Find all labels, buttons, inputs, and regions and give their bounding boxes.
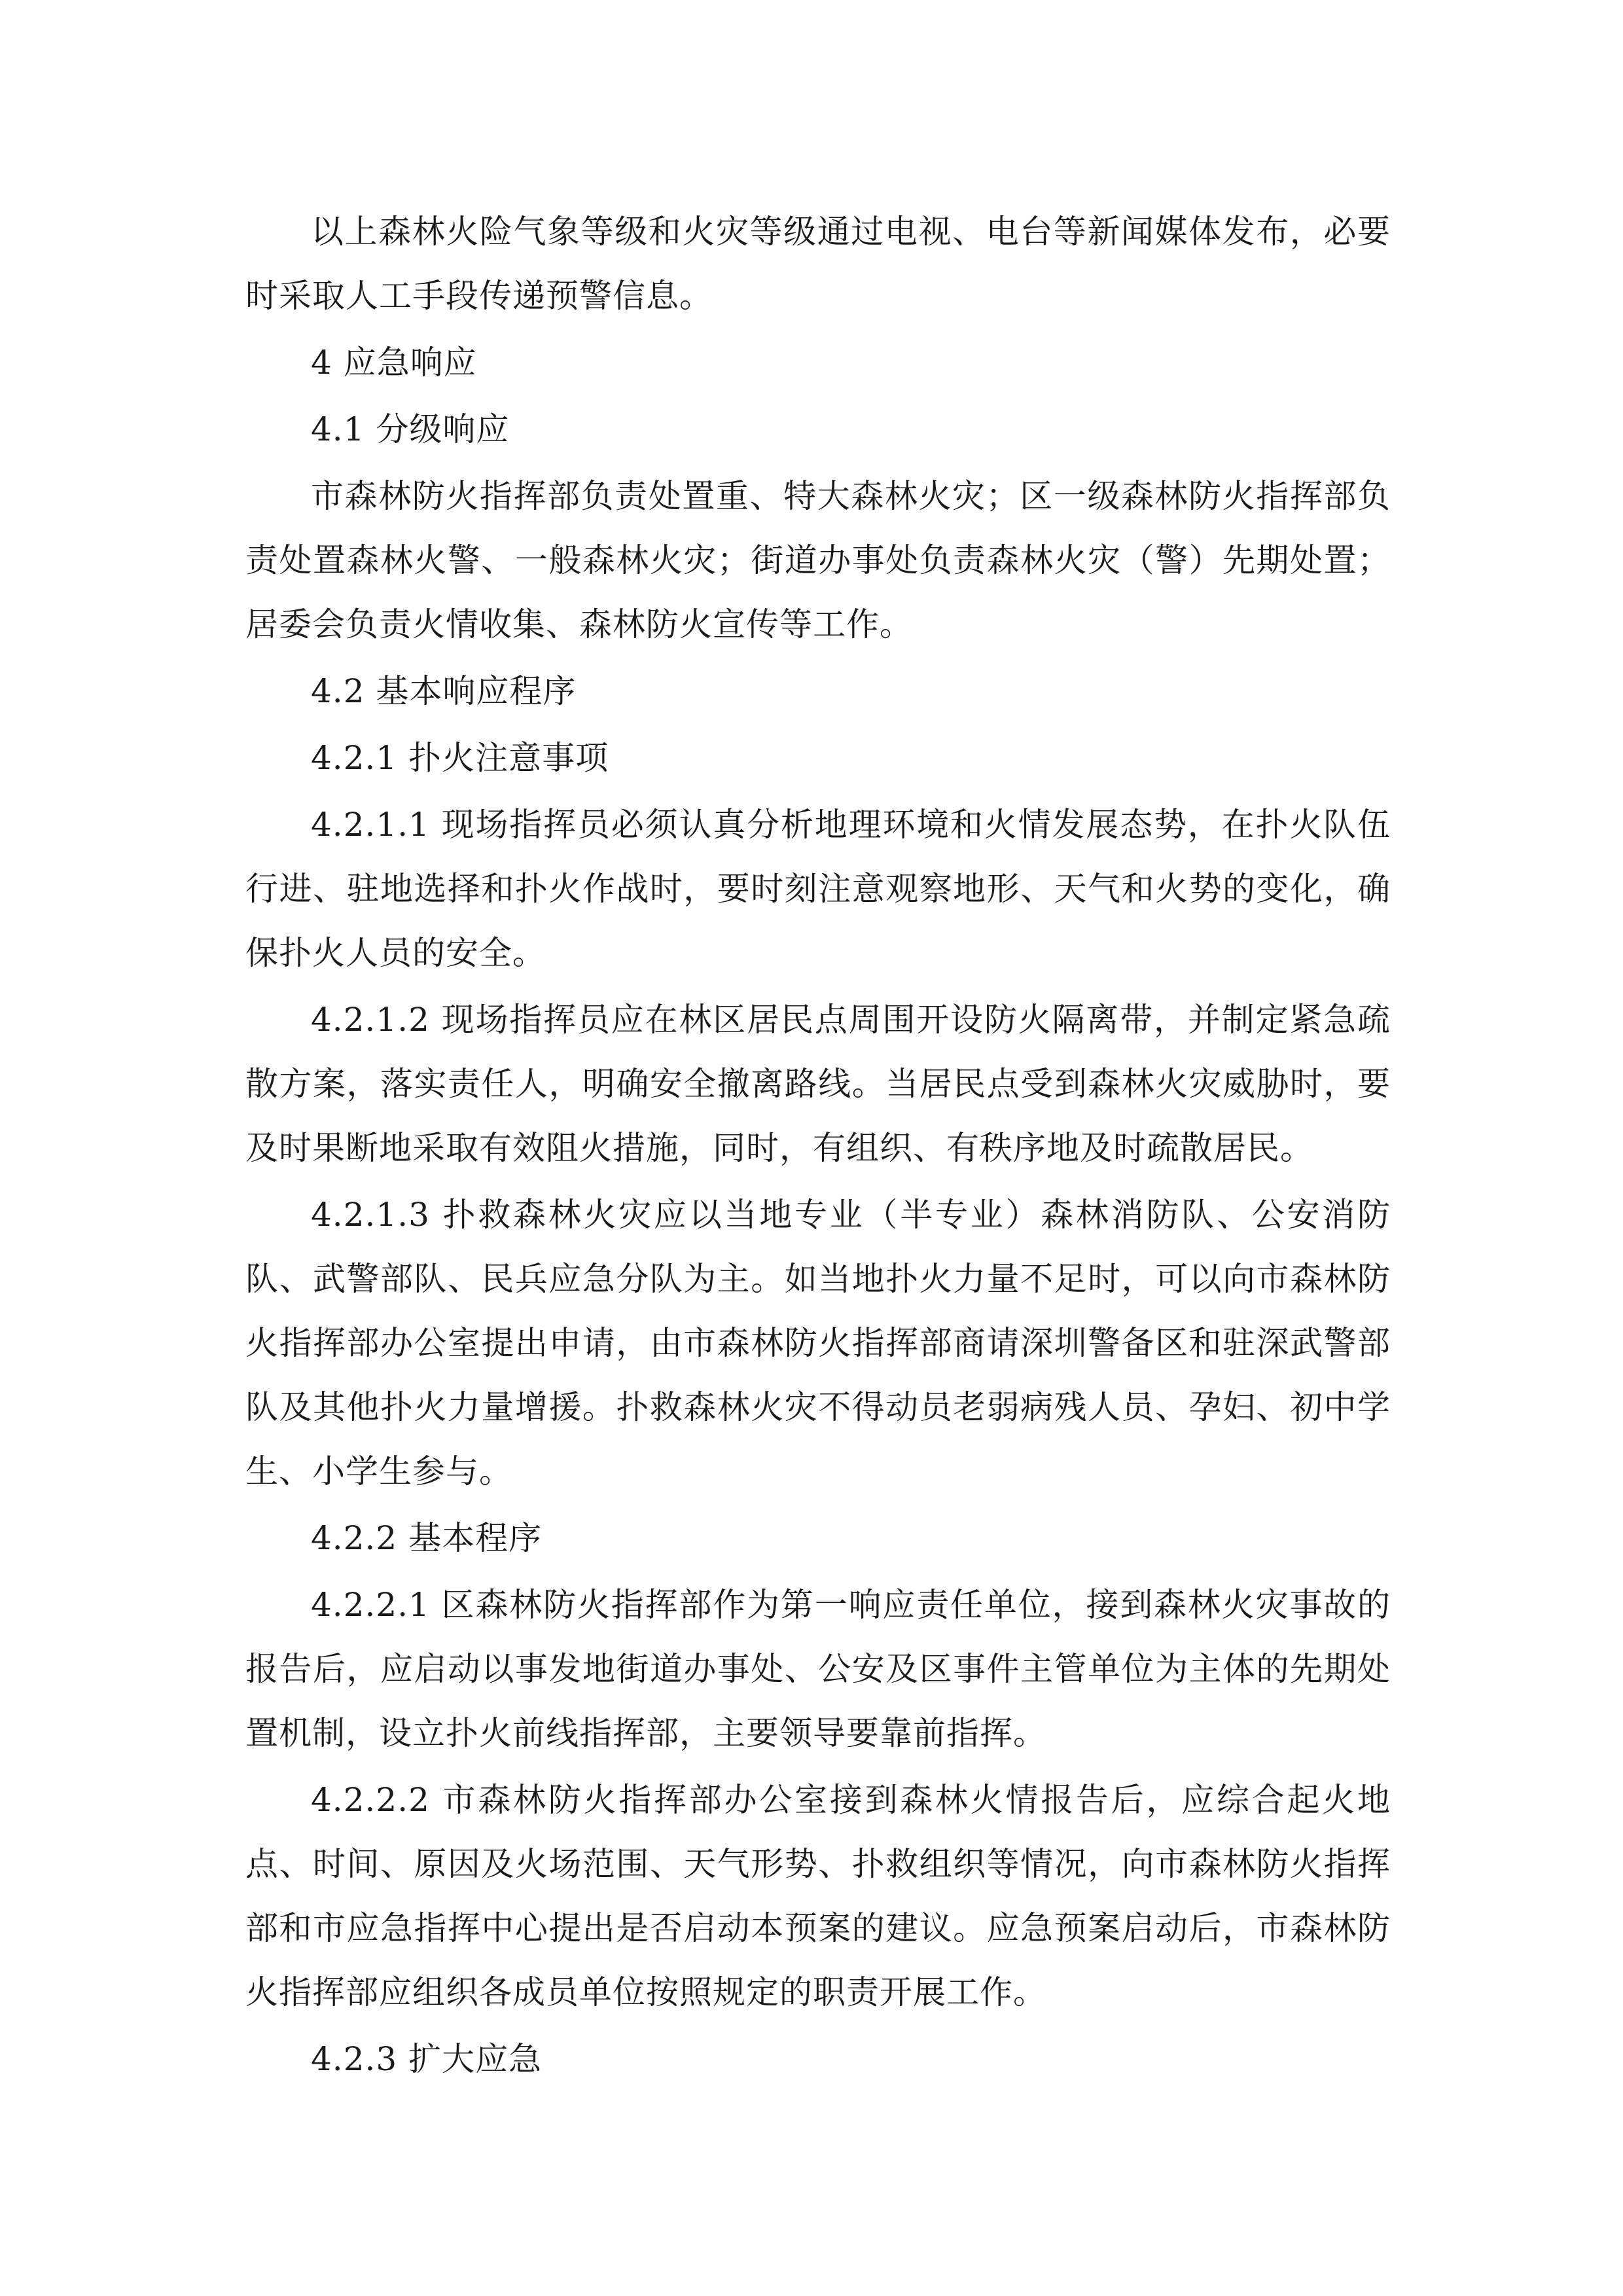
heading-emergency-response: 4 应急响应 — [311, 344, 477, 382]
paragraph-warning-release: 以上森林火险气象等级和火灾等级通过电视、电台等新闻媒体发布，必要时采取人工手段传递预警信息。 — [245, 213, 1391, 315]
paragraph-4-2-1-1: 4.2.1.1 现场指挥员必须认真分析地理环境和火情发展态势，在扑火队伍行进、驻地选择和扑火作战时，要时刻注意观察地形、天气和火势的变化，确保扑火人员的安全。 — [245, 806, 1391, 972]
paragraph-4-2-1-3: 4.2.1.3 扑救森林火灾应以当地专业（半专业）森林消防队、公安消防队、武警部队、民兵应急分队为主。如当地扑火力量不足时，可以向市森林防火指挥部办公室提出申请，由市森林防火指挥部商请深圳警备区和驻深武警部队及其他扑火力量增援。扑救森林火灾不得动员老弱病残人员、孕妇、初中学生、小学生参与。 — [245, 1196, 1391, 1490]
heading-basic-program: 4.2.2 基本程序 — [311, 1519, 543, 1557]
paragraph-4-2-1-2: 4.2.1.2 现场指挥员应在林区居民点周围开设防火隔离带，并制定紧急疏散方案，落实责任人，明确安全撤离路线。当居民点受到森林火灾威胁时，要及时果断地采取有效阻火措施，同时，有组织、有秩序地及时疏散居民。 — [245, 1001, 1391, 1167]
paragraph-4-2-2-2: 4.2.2.2 市森林防火指挥部办公室接到森林火情报告后，应综合起火地点、时间、原因及火场范围、天气形势、扑救组织等情况，向市森林防火指挥部和市应急指挥中心提出是否启动本预案的建议。应急预案启动后，市森林防火指挥部应组织各成员单位按照规定的职责开展工作。 — [245, 1781, 1391, 2011]
paragraph-4-2-2-1: 4.2.2.1 区森林防火指挥部作为第一响应责任单位，接到森林火灾事故的报告后，应启动以事发地街道办事处、公安及区事件主管单位为主体的先期处置机制，设立扑火前线指挥部，主要领导要靠前指挥。 — [245, 1586, 1391, 1752]
document-page — [245, 200, 1391, 2094]
heading-firefighting-notes: 4.2.1 扑火注意事项 — [311, 739, 609, 777]
heading-expanded-emergency: 4.2.3 扩大应急 — [311, 2040, 543, 2078]
heading-basic-procedure: 4.2 基本响应程序 — [311, 672, 577, 710]
paragraph-graded-response: 市森林防火指挥部负责处置重、特大森林火灾；区一级森林防火指挥部负责处置森林火警、一般森林火灾；街道办事处负责森林火灾（警）先期处置；居委会负责火情收集、森林防火宣传等工作。 — [245, 477, 1391, 643]
heading-graded-response: 4.1 分级响应 — [311, 410, 510, 448]
